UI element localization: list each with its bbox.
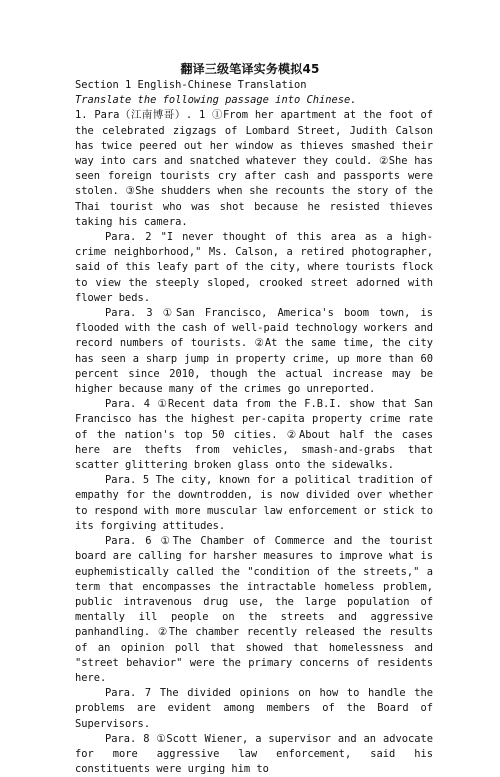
paragraph-5: Para. 5 The city, known for a political tradition of empathy for the downtrodden, is now divided over whether to respond with more muscular law enforcement or stick to its forgiving attitudes. — [75, 474, 433, 532]
paragraph-8: Para. 8 ①Scott Wiener, a supervisor and an advocate for more aggressive law enforcement, said his constituents were urging him to — [75, 732, 433, 776]
instruction-text: Translate the following passage into Chinese. — [75, 94, 357, 107]
paragraph-3: Para. 3 ①San Francisco, America's boom town, is flooded with the cash of well-paid technology workers and record numbers of tourists. ②At the same time, the city has seen a sharp jump in property crime, up more than 60 percent since 2010, though the actual increase may be higher because many of the crimes go unreported. — [75, 307, 433, 396]
paragraph-1: 1. Para（江南博哥）. 1 ①From her apartment at the foot of the celebrated zigzags of Lombard Street, Judith Calson has twice peered out her window as thieves smashed their way into cars and snatched whatever they could. ②She has seen foreign tourists cry after cash and passports were stolen. ③She shudders when she recounts the story of the Thai tourist who was shot because he resisted thieves taking his camera. — [75, 109, 433, 228]
page-title: 翻译三级笔译实务模拟45 — [180, 62, 320, 76]
paragraph-4: Para. 4 ①Recent data from the F.B.I. show that San Francisco has the highest per-capita property crime rate of the nation's top 50 cities. ②About half the cases here are thefts from vehicles, smash-and-grabs that scatter glittering broken glass onto the sidewalks. — [75, 398, 433, 472]
paragraph-2: Para. 2 "I never thought of this area as a high-crime neighborhood," Ms. Calson, a retired photographer, said of this leafy part of the city, where tourists flock to view the steeply sloped, crooked street adorned with flower beds. — [75, 231, 433, 304]
section-heading: Section 1 English-Chinese Translation — [75, 79, 307, 91]
paragraph-7: Para. 7 The divided opinions on how to handle the problems are evident among members of the Board of Supervisors. — [75, 687, 433, 730]
paragraph-6: Para. 6 ①The Chamber of Commerce and the tourist board are calling for harsher measures to improve what is euphemistically called the "condition of the streets," a term that encompasses the intractable homeless problem, public intravenous drug use, the large population of mentally ill people on the streets and aggressive panhandling. ②The chamber recently released the results of an opinion poll that showed that homelessness and "street behavior" were the primary concerns of residents here. — [75, 535, 433, 684]
document-body — [75, 78, 433, 777]
